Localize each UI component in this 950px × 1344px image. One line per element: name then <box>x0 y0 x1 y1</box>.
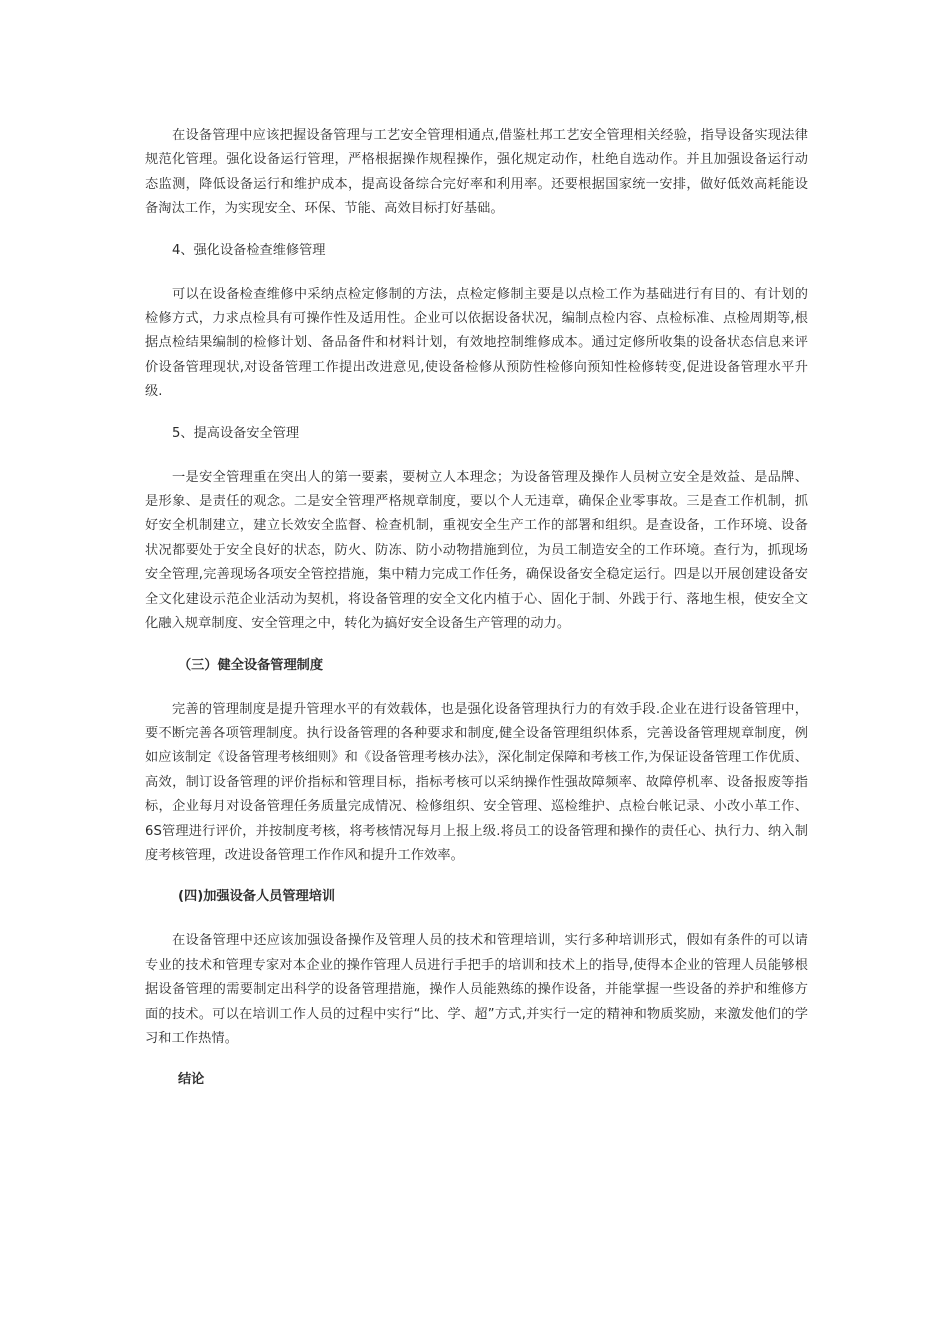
heading-inspection-maintenance: 4、强化设备检查维修管理 <box>172 242 326 258</box>
paragraph-management-system: 完善的管理制度是提升管理水平的有效载体，也是强化设备管理执行力的有效手段.企业在进行设备管理中，要不断完善各项管理制度。执行设备管理的各种要求和制度,健全设备管理组织体系，完善设备管理规章制度，例如应该制定《设备管理考核细则》和《设备管理考核办法》，深化制定保障和考核工作,为保证设备管理工作优质、高效，制订设备管理的评价指标和管理目标，指标考核可以采纳操作性强故障频率、故障停机率、设备报废等指标，企业每月对设备管理任务质量完成情况、检修组织、安全管理、巡检维护、点检台帐记录、小改小革工作、6S管理进行评价，并按制度考核，将考核情况每月上报上级.将员工的设备管理和操作的责任心、执行力、纳入制度考核管理，改进设备管理工作作风和提升工作效率。 <box>145 701 808 863</box>
document-page <box>145 124 808 1092</box>
paragraph-equipment-safety: 一是安全管理重在突出人的第一要素，要树立人本理念；为设备管理及操作人员树立安全是效益、是品牌、是形象、是责任的观念。二是安全管理严格规章制度，要以个人无违章，确保企业零事故。三是查工作机制，抓好安全机制建立，建立长效安全监督、检查机制，重视安全生产工作的部署和组织。是查设备，工作环境、设备状况都要处于安全良好的状态，防火、防冻、防小动物措施到位，为员工制造安全的工作环境。查行为，抓现场安全管理,完善现场各项安全管控措施，集中精力完成工作任务，确保设备安全稳定运行。四是以开展创建设备安全文化建设示范企业活动为契机，将设备管理的安全文化内植于心、固化于制、外践于行、落地生根，使安全文化融入规章制度、安全管理之中，转化为搞好安全设备生产管理的动力。 <box>145 469 808 632</box>
paragraph-equipment-operation: 在设备管理中应该把握设备管理与工艺安全管理相通点,借鉴杜邦工艺安全管理相关经验，指导设备实现法律规范化管理。强化设备运行管理，严格根据操作规程操作，强化规定动作，杜绝自选动作。并且加强设备运行动态监测，降低设备运行和维护成本，提高设备综合完好率和利用率。还要根据国家统一安排，做好低效高耗能设备淘汰工作，为实现安全、环保、节能、高效目标打好基础。 <box>145 128 808 217</box>
paragraph-personnel-training: 在设备管理中还应该加强设备操作及管理人员的技术和管理培训，实行多种培训形式，假如有条件的可以请专业的技术和管理专家对本企业的操作管理人员进行手把手的培训和技术上的指导,使得本企业的管理人员能够根据设备管理的需要制定出科学的设备管理措施，操作人员能熟练的操作设备，并能掌握一些设备的养护和维修方面的技术。可以在培训工作人员的过程中实行“比、学、超”方式,并实行一定的精神和物质奖励，来激发他们的学习和工作热情。 <box>145 933 808 1046</box>
heading-conclusion: 结论 <box>178 1072 205 1088</box>
paragraph-inspection-maintenance: 可以在设备检查维修中采纳点检定修制的方法，点检定修制主要是以点检工作为基础进行有目的、有计划的检修方式，力求点检具有可操作性及适用性。企业可以依据设备状况，编制点检内容、点检标准、点检周期等,根据点检结果编制的检修计划、备品备件和材料计划，有效地控制维修成本。通过定修所收集的设备状态信息来评价设备管理现状,对设备管理工作提出改进意见,使设备检修从预防性检修向预知性检修转变,促进设备管理水平升级. <box>145 286 808 400</box>
heading-management-system: （三）健全设备管理制度 <box>178 657 324 673</box>
heading-equipment-safety: 5、提高设备安全管理 <box>172 425 300 441</box>
heading-personnel-training: (四)加强设备人员管理培训 <box>178 889 336 905</box>
